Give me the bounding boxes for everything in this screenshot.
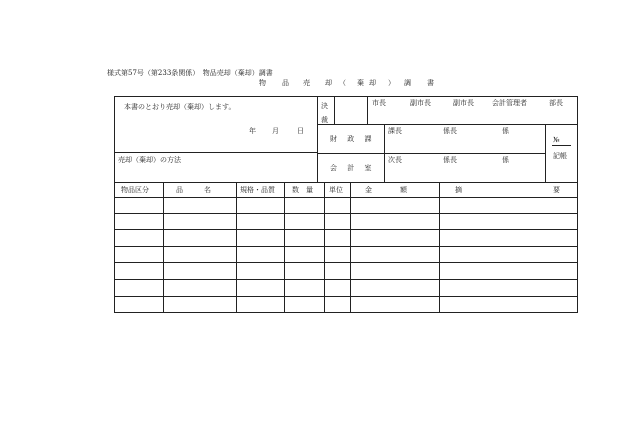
- approver-title: 副市長: [410, 99, 431, 107]
- approver-title: 係: [502, 156, 509, 164]
- table-row: [115, 280, 577, 296]
- column-header: 数 量: [292, 186, 313, 194]
- table-row: [115, 263, 577, 279]
- title-char: ）: [388, 79, 395, 87]
- approver-title: 次長: [388, 156, 402, 164]
- table-row: [115, 297, 577, 312]
- column-header: 物品区分: [121, 186, 149, 194]
- divider-register: [545, 124, 546, 183]
- divider-top-section: [114, 182, 578, 183]
- divider-decision: [334, 96, 335, 124]
- date-day-label: 日: [297, 127, 304, 135]
- column-header: 品 名: [176, 186, 211, 194]
- number-underline: [552, 145, 571, 146]
- title-char: 物: [259, 79, 266, 87]
- number-label: №: [553, 136, 560, 144]
- date-month-label: 月: [272, 127, 279, 135]
- divider-left-mid: [114, 152, 317, 153]
- register-label: 記帳: [553, 152, 567, 160]
- column-header: 摘 要: [455, 186, 560, 194]
- column-header: 単位: [329, 186, 343, 194]
- column-header: 規格・品質: [240, 186, 275, 194]
- table-row: [115, 214, 577, 229]
- title-char: 却: [369, 79, 376, 87]
- form-number-line: 様式第57号（第233条関係） 物品売却（棄却）調書: [107, 69, 273, 77]
- statement-text: 本書のとおり売却（棄却）します。: [124, 103, 236, 111]
- approver-title: 係長: [443, 127, 457, 135]
- border-bottom: [114, 312, 578, 313]
- title-char: 売: [303, 79, 310, 87]
- divider-approval-row: [317, 124, 577, 125]
- approver-title: 市長: [372, 99, 386, 107]
- title-char: （: [339, 79, 346, 87]
- divider-approval: [367, 96, 368, 124]
- approver-title: 部長: [549, 99, 563, 107]
- decision-label: 決裁: [321, 102, 328, 124]
- method-label: 売却（棄却）の方法: [118, 156, 181, 164]
- finance-dept-label: 財 政 課: [330, 135, 376, 143]
- divider-dept-mid: [317, 153, 545, 154]
- border-top: [114, 96, 578, 97]
- approver-title: 係長: [443, 156, 457, 164]
- table-row: [115, 247, 577, 262]
- title-char: 品: [282, 79, 289, 87]
- title-char: 却: [325, 79, 332, 87]
- title-char: 調: [404, 79, 411, 87]
- approver-title: 会計管理者: [492, 99, 527, 107]
- title-char: 書: [427, 79, 434, 87]
- title-char: 棄: [357, 79, 364, 87]
- date-year-label: 年: [249, 127, 256, 135]
- table-row: [115, 230, 577, 246]
- divider-statement: [317, 96, 318, 183]
- approver-title: 副市長: [453, 99, 474, 107]
- column-header: 金 額: [365, 186, 407, 194]
- approver-title: 課長: [388, 127, 402, 135]
- table-row: [115, 198, 577, 213]
- approver-title: 係: [502, 127, 509, 135]
- accounting-office-label: 会 計 室: [330, 164, 376, 172]
- border-right: [577, 96, 578, 313]
